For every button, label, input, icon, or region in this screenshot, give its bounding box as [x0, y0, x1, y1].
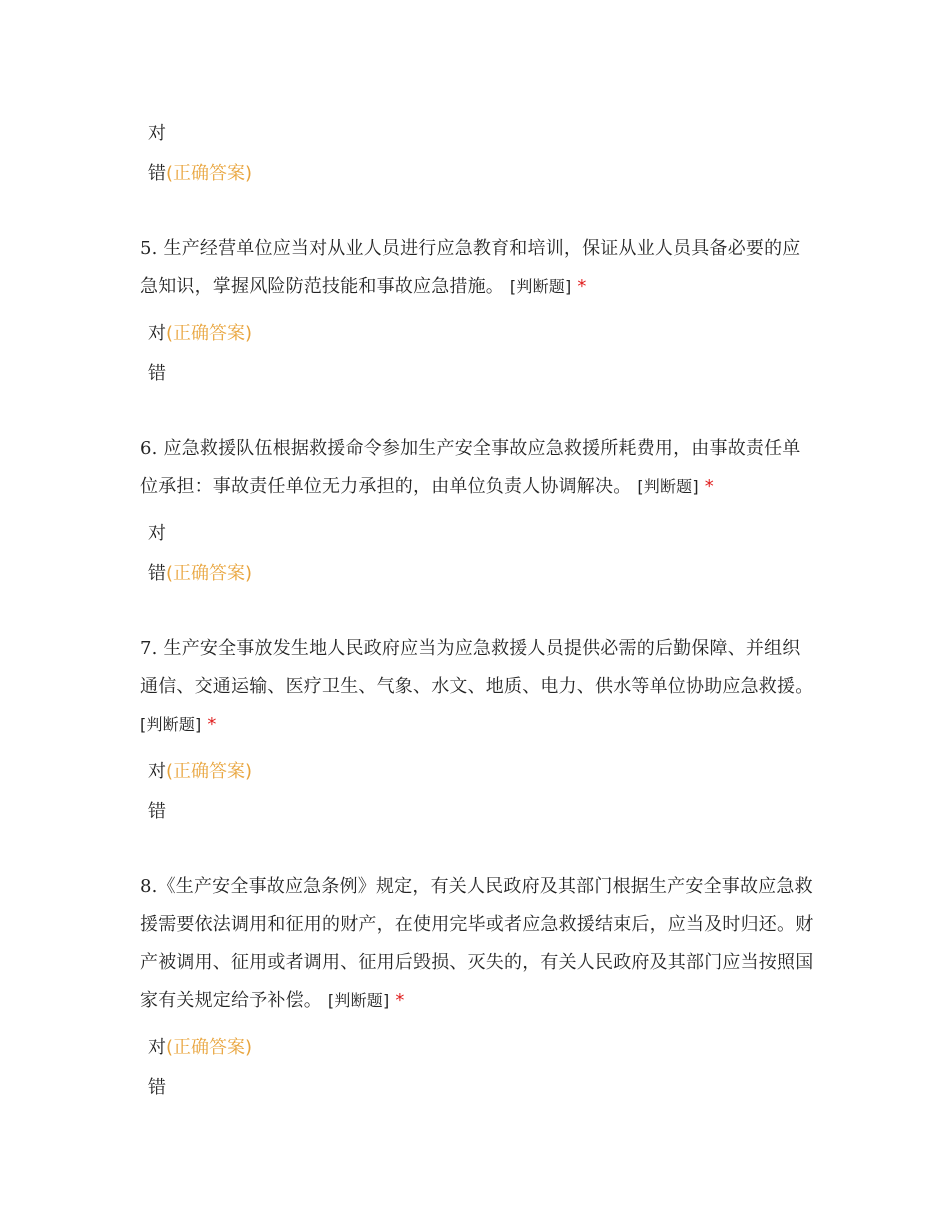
question-number-separator: .	[151, 438, 158, 459]
question-type: [判断题]	[140, 715, 202, 734]
option-label: 对	[148, 523, 166, 544]
question-number-separator: .	[151, 876, 158, 897]
question-7	[140, 630, 815, 744]
option-true[interactable]	[148, 760, 252, 784]
question-6	[140, 430, 815, 506]
option-label: 错	[148, 1077, 166, 1098]
option-true[interactable]	[148, 122, 166, 146]
option-true[interactable]	[148, 322, 252, 346]
question-text: 《生产安全事故应急条例》规定，有关人民政府及其部门根据生产安全事故应急救援需要依法调用和征用的财产，在使用完毕或者应急救援结束后，应当及时归还。财产被调用、征用或者调用、征用后毁损、灭失的，有关人民政府及其部门应当按照国家有关规定给予补偿。	[140, 876, 814, 1011]
correct-answer-tag: (正确答案)	[166, 563, 253, 584]
option-false[interactable]	[148, 800, 166, 824]
question-number: 8	[140, 876, 152, 897]
question-5	[140, 230, 815, 306]
option-false[interactable]	[148, 1076, 166, 1100]
question-text: 应急救援队伍根据救援命令参加生产安全事故应急救援所耗费用，由事故责任单位承担：事故责任单位无力承担的，由单位负责人协调解决。	[140, 438, 801, 497]
question-number: 6	[140, 438, 152, 459]
question-8	[140, 868, 815, 1020]
question-number-separator: .	[151, 638, 158, 659]
option-true[interactable]	[148, 522, 166, 546]
option-false[interactable]	[148, 162, 252, 186]
option-false[interactable]	[148, 362, 166, 386]
required-mark: *	[704, 476, 714, 497]
option-label: 对	[148, 123, 166, 144]
correct-answer-tag: (正确答案)	[166, 163, 253, 184]
option-label: 错	[148, 563, 166, 584]
option-true[interactable]	[148, 1036, 252, 1060]
option-label: 对	[148, 761, 166, 782]
correct-answer-tag: (正确答案)	[166, 1037, 253, 1058]
correct-answer-tag: (正确答案)	[166, 761, 253, 782]
option-label: 错	[148, 163, 166, 184]
question-number-separator: .	[151, 238, 158, 259]
option-false[interactable]	[148, 562, 252, 586]
option-label: 错	[148, 363, 166, 384]
question-type: [判断题]	[637, 477, 699, 496]
correct-answer-tag: (正确答案)	[166, 323, 253, 344]
option-label: 对	[148, 1037, 166, 1058]
question-number: 7	[140, 638, 152, 659]
question-text: 生产安全事放发生地人民政府应当为应急救援人员提供必需的后勤保障、并组织通信、交通运输、医疗卫生、气象、水文、地质、电力、供水等单位协助应急救援。	[140, 638, 814, 697]
option-label: 错	[148, 801, 166, 822]
question-number: 5	[140, 238, 152, 259]
option-label: 对	[148, 323, 166, 344]
required-mark: *	[207, 714, 217, 735]
question-text: 生产经营单位应当对从业人员进行应急教育和培训，保证从业人员具备必要的应急知识，掌握风险防范技能和事故应急措施。	[140, 238, 801, 297]
required-mark: *	[577, 276, 587, 297]
question-type: [判断题]	[509, 277, 572, 296]
required-mark: *	[395, 990, 405, 1011]
question-type: [判断题]	[327, 991, 390, 1010]
